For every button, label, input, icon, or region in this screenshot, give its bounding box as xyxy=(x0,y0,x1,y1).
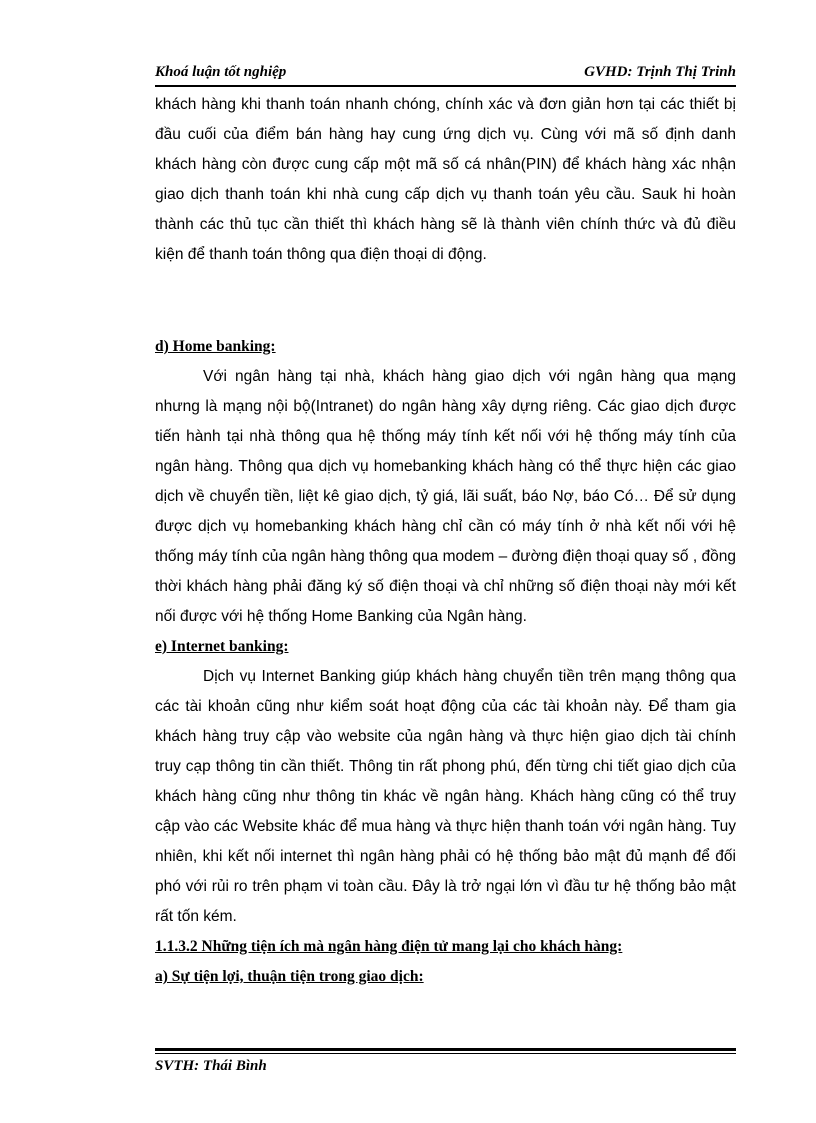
heading-home-banking: d) Home banking: xyxy=(155,338,276,355)
paragraph-mobile-payment: khách hàng khi thanh toán nhanh chóng, chính xác và đơn giản hơn tại các thiết bị đầu cuối của điểm bán hàng hay cung ứng dịch vụ. Cùng với mã số định danh khách hàng còn được cung cấp một mã số cá nhân(PIN) để khách hàng xác nhận giao dịch thanh toán khi nhà cung cấp dịch vụ thanh toán yêu cầu. Sauk hi hoàn thành các thủ tục cần thiết thì khách hàng sẽ là thành viên chính thức và đủ điều kiện để thanh toán thông qua điện thoại di động. xyxy=(155,96,736,263)
footer-rule-thick xyxy=(155,1048,736,1051)
page-body xyxy=(155,90,736,992)
header-thesis-title: Khoá luận tốt nghiệp xyxy=(155,64,287,80)
heading-convenience: a) Sự tiện lợi, thuận tiện trong giao dịch: xyxy=(155,968,424,985)
paragraph-home-banking: Với ngân hàng tại nhà, khách hàng giao dịch với ngân hàng qua mạng nhưng là mạng nội bộ(Intranet) do ngân hàng xây dựng riêng. Các giao dịch được tiến hành tại nhà thông qua hệ thống máy tính kết nối với hệ thống máy tính của ngân hàng. Thông qua dịch vụ homebanking khách hàng có thể thực hiện các giao dịch về chuyển tiền, liệt kê giao dịch, tỷ giá, lãi suất, báo Nợ, báo Có… Để sử dụng được dịch vụ homebanking khách hàng chỉ cần có máy tính ở nhà kết nối với hệ thống máy tính của ngân hàng thông qua modem – đường điện thoại quay số , đồng thời khách hàng phải đăng ký số điện thoại và chỉ những số điện thoại này mới kết nối được với hệ thống Home Banking của Ngân hàng. xyxy=(155,368,736,625)
footer-rule-thin xyxy=(155,1053,736,1054)
page-footer: SVTH: Thái Bình xyxy=(155,1058,267,1074)
header-supervisor: GVHD: Trịnh Thị Trinh xyxy=(584,64,736,80)
heading-section-1-1-3-2: 1.1.3.2 Những tiện ích mà ngân hàng điện tử mang lại cho khách hàng: xyxy=(155,938,623,955)
page-header xyxy=(155,62,736,84)
heading-internet-banking: e) Internet banking: xyxy=(155,638,289,655)
paragraph-internet-banking: Dịch vụ Internet Banking giúp khách hàng chuyển tiền trên mạng thông qua các tài khoản cũng như kiểm soát hoạt động của các tài khoản này. Để tham gia khách hàng truy cập vào website của ngân hàng và thực hiện giao dịch tài chính truy cạp thông tin cần thiết. Thông tin rất phong phú, đến từng chi tiết giao dịch của khách hàng cũng như thông tin khác về ngân hàng. Khách hàng cũng có thể truy cập vào các Website khác để mua hàng và thực hiện thanh toán với ngân hàng. Tuy nhiên, khi kết nối internet thì ngân hàng phải có hệ thống bảo mật đủ mạnh để đối phó với rủi ro trên phạm vi toàn cầu. Đây là trở ngại lớn vì đầu tư hệ thống bảo mật rất tốn kém. xyxy=(155,668,736,925)
spacer xyxy=(155,270,736,332)
header-rule xyxy=(155,85,736,87)
